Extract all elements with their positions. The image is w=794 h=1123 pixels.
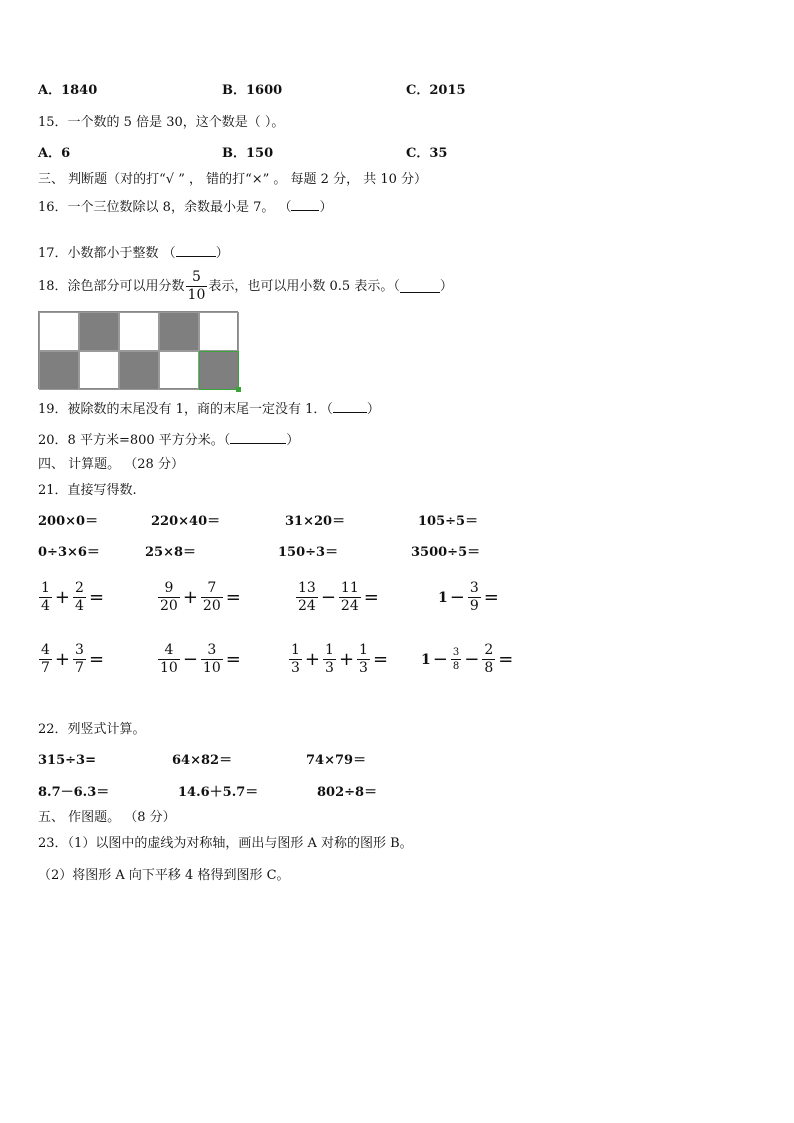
- num: 3: [452, 647, 460, 658]
- q14-option-b: B．1600: [222, 83, 283, 98]
- q19-answer-blank[interactable]: [333, 400, 367, 413]
- q21-r2-c4: 3500÷5＝: [411, 545, 481, 560]
- q22-r1-c1: 315÷3=: [38, 753, 96, 768]
- grid-cell-blank: [39, 312, 79, 351]
- den: 3: [325, 660, 334, 676]
- plus-sign: +: [338, 648, 355, 670]
- q15-option-a: A．6: [38, 146, 71, 161]
- frac: [339, 581, 361, 614]
- den: 4: [75, 598, 84, 614]
- q20: [38, 431, 299, 449]
- den: 8: [452, 661, 460, 672]
- q19: [38, 400, 380, 418]
- den: 3: [291, 660, 300, 676]
- num: 4: [41, 642, 50, 658]
- frac: [468, 581, 481, 614]
- frac: [158, 643, 180, 676]
- equals-sign: =: [372, 648, 389, 670]
- frac: [289, 643, 302, 676]
- num: 9: [164, 580, 174, 596]
- q21-r1-c1: 200×0＝: [38, 514, 99, 529]
- q22-r2-c3: 802÷8＝: [317, 785, 378, 800]
- den: 8: [484, 660, 494, 676]
- grid-cell-blank: [79, 351, 119, 390]
- q22-r1-c2: 64×82＝: [172, 753, 233, 768]
- q17: [38, 244, 229, 262]
- section4-heading: 四、 计算题。 （28 分）: [38, 457, 184, 472]
- q15-question: 15．一个数的 5 倍是 30，这个数是（ ）。: [38, 115, 285, 130]
- q16-answer-blank[interactable]: [291, 198, 319, 211]
- q17-close: ）: [215, 246, 229, 261]
- num: 2: [75, 580, 84, 596]
- den: 20: [202, 598, 221, 614]
- num: 3: [75, 642, 84, 658]
- whole-number: 1: [421, 651, 431, 668]
- plus-sign: +: [54, 648, 71, 670]
- frac: [451, 647, 461, 672]
- q14-option-c: C．2015: [406, 83, 466, 98]
- q15-option-b: B．150: [222, 146, 274, 161]
- q16-text: 16．一个三位数除以 8，余数最小是 7。 （: [38, 200, 292, 215]
- q22-r1-c3: 74×79＝: [306, 753, 367, 768]
- q18-fraction: [186, 270, 208, 303]
- den: 24: [298, 598, 316, 614]
- num: 1: [291, 642, 300, 658]
- q21-r1-c2: 220×40＝: [151, 514, 221, 529]
- equals-sign: =: [88, 586, 105, 608]
- equals-sign: =: [88, 648, 105, 670]
- frac: [482, 643, 495, 676]
- q18-frac-num: 5: [192, 269, 201, 285]
- whole-number: 1: [438, 589, 448, 606]
- q19-text: 19．被除数的末尾没有 1，商的末尾一定没有 1．（: [38, 402, 333, 417]
- q22-title: 22．列竖式计算。: [38, 722, 146, 737]
- minus-sign: −: [182, 648, 198, 670]
- den: 3: [359, 660, 368, 676]
- den: 10: [202, 660, 221, 676]
- num: 1: [41, 580, 50, 596]
- q21-frac-5: [38, 643, 106, 676]
- q21-frac-4: [438, 581, 501, 614]
- den: 7: [75, 660, 84, 676]
- frac: [357, 643, 370, 676]
- frac: [323, 643, 336, 676]
- num: 13: [298, 580, 316, 596]
- den: 9: [469, 598, 479, 614]
- frac: [201, 643, 223, 676]
- frac: [39, 643, 52, 676]
- q17-answer-blank[interactable]: [176, 244, 216, 257]
- q18-shaded-grid: [38, 311, 238, 389]
- q21-r1-c3: 31×20＝: [285, 514, 346, 529]
- q21-frac-2: [157, 581, 243, 614]
- q21-frac-3: [295, 581, 381, 614]
- q15-option-c: C．35: [406, 146, 448, 161]
- q18-before: 18．涂色部分可以用分数: [38, 278, 185, 294]
- q18-answer-blank[interactable]: [400, 280, 440, 293]
- equals-sign: =: [483, 586, 499, 608]
- q21-frac-7: [288, 643, 390, 676]
- den: 24: [340, 598, 359, 614]
- q18-after: 表示，也可以用小数 0.5 表示。（: [208, 278, 400, 294]
- minus-sign: −: [320, 586, 336, 608]
- den: 10: [160, 660, 178, 676]
- frac: [296, 581, 318, 614]
- frac: [73, 581, 86, 614]
- q18-frac-den: 10: [187, 287, 206, 303]
- num: 1: [325, 642, 334, 658]
- grid-cell-blank: [199, 312, 239, 351]
- equals-sign: =: [225, 648, 241, 670]
- grid-cell-shaded: [159, 312, 199, 351]
- section3-heading: 三、 判断题（对的打“√ ” ， 错的打“×” 。 每题 2 分， 共 10 分）: [38, 172, 428, 187]
- frac: [201, 581, 223, 614]
- q18: [38, 270, 453, 303]
- num: 3: [207, 642, 217, 658]
- grid-cell-blank: [159, 351, 199, 390]
- equals-sign: =: [225, 586, 241, 608]
- num: 4: [164, 642, 174, 658]
- section5-heading: 五、 作图题。 （8 分）: [38, 810, 176, 825]
- grid-cell-shaded: [119, 351, 159, 390]
- den: 20: [160, 598, 178, 614]
- q22-r2-c2: 14.6＋5.7＝: [178, 785, 259, 800]
- grid-cell-shaded: [39, 351, 79, 390]
- minus-sign: −: [464, 648, 480, 670]
- q21-r1-c4: 105÷5＝: [418, 514, 479, 529]
- minus-sign: −: [432, 648, 448, 670]
- q16: [38, 198, 333, 216]
- q20-close: ）: [286, 433, 300, 448]
- minus-sign: −: [449, 586, 465, 608]
- q21-frac-8: [421, 643, 515, 676]
- q23-part1: 23．（1）以图中的虚线为对称轴，画出与图形 A 对称的图形 B。: [38, 836, 413, 851]
- plus-sign: +: [54, 586, 71, 608]
- frac: [158, 581, 180, 614]
- q21-title: 21．直接写得数.: [38, 483, 137, 498]
- equals-sign: =: [498, 648, 514, 670]
- frac: [39, 581, 52, 614]
- num: 3: [469, 580, 479, 596]
- num: 7: [207, 580, 217, 596]
- q23-part2: （2）将图形 A 向下平移 4 格得到图形 C。: [38, 868, 290, 883]
- q14-option-a: A．1840: [38, 83, 98, 98]
- q17-text: 17．小数都小于整数 （: [38, 246, 176, 261]
- q18-close: ）: [439, 278, 453, 294]
- q19-close: ）: [366, 402, 380, 417]
- q21-frac-1: [38, 581, 106, 614]
- num: 2: [484, 642, 494, 658]
- q21-r2-c2: 25×8＝: [145, 545, 197, 560]
- plus-sign: +: [182, 586, 198, 608]
- num: 1: [359, 642, 368, 658]
- selection-handle[interactable]: [236, 387, 241, 392]
- plus-sign: +: [304, 648, 321, 670]
- equals-sign: =: [363, 586, 379, 608]
- q20-answer-blank[interactable]: [230, 431, 286, 444]
- q21-r2-c3: 150÷3＝: [278, 545, 339, 560]
- q21-r2-c1: 0÷3×6＝: [38, 545, 100, 560]
- q21-frac-6: [157, 643, 243, 676]
- q22-r2-c1: 8.7－6.3＝: [38, 785, 110, 800]
- q16-close: ）: [319, 200, 333, 215]
- grid-cell-shaded: [79, 312, 119, 351]
- grid-cell-blank: [119, 312, 159, 351]
- frac: [73, 643, 86, 676]
- den: 7: [41, 660, 50, 676]
- q20-text: 20．8 平方米=800 平方分米。（: [38, 433, 231, 448]
- num: 11: [340, 580, 359, 596]
- den: 4: [41, 598, 50, 614]
- grid-cell-shaded: [199, 351, 239, 390]
